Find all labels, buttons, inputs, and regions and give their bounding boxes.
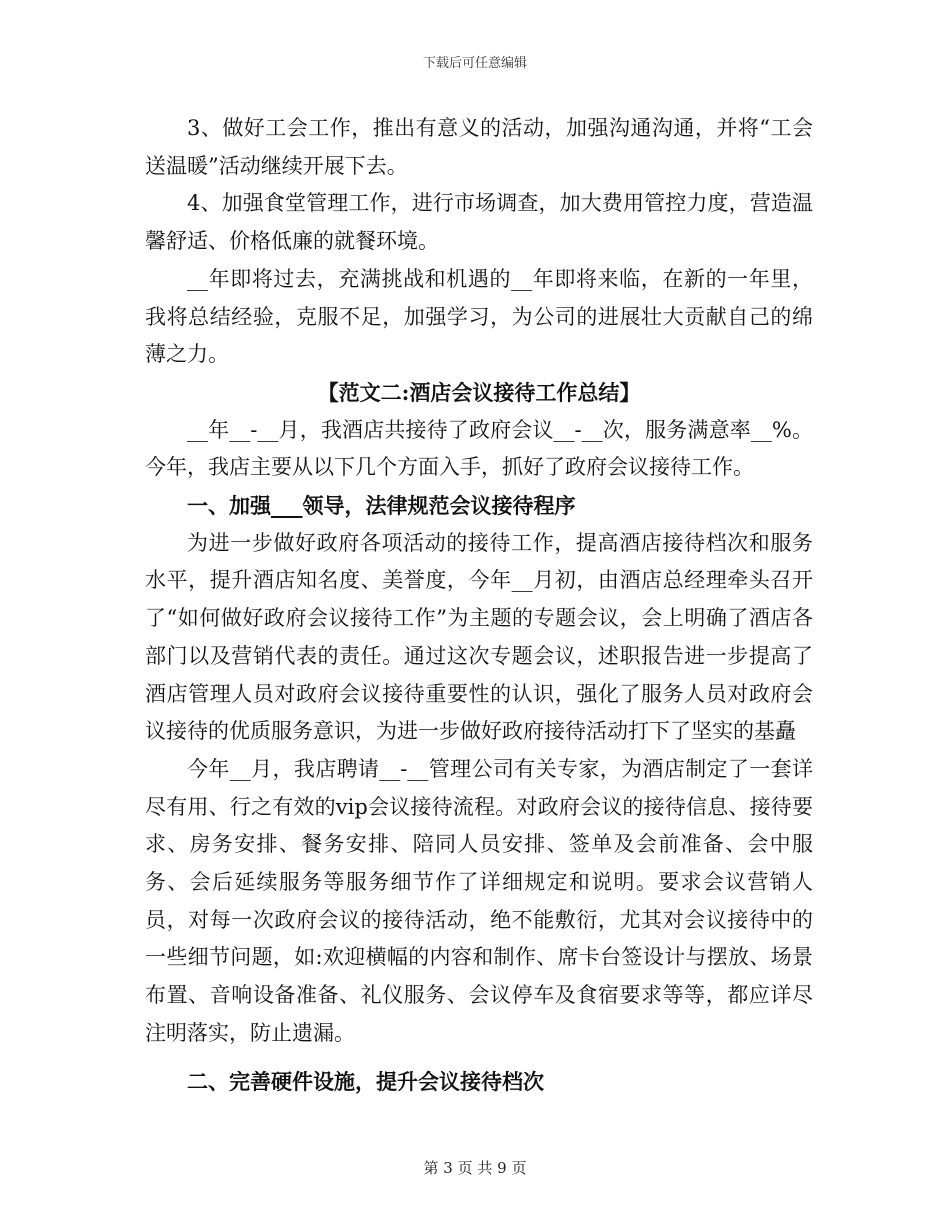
heading-two: 二、完善硬件设施，提升会议接待档次 [187, 1068, 544, 1094]
paragraph-intro: __年__-__月，我酒店共接待了政府会议__-__次，服务满意率__%。今年，我店主要从以下几个方面入手，抓好了政府会议接待工作。 [145, 417, 813, 480]
page-footer: 第 3 页 共 9 页 [423, 1159, 527, 1177]
paragraph-item-3: 3、做好工会工作，推出有意义的活动，加强沟通沟通，并将“工会送温暖”活动继续开展下去。 [145, 116, 813, 178]
paragraph-closing: __年即将过去，充满挑战和机遇的__年即将来临，在新的一年里，我将总结经验，克服不足，加强学习，为公司的进展壮大贡献自己的绵薄之力。 [145, 266, 813, 367]
page-header: 下载后可任意编辑 [422, 56, 527, 71]
section-title: 【范文二:酒店会议接待工作总结】 [317, 379, 641, 405]
document-body [145, 110, 813, 1100]
paragraph-process: 今年__月，我店聘请__-__管理公司有关专家，为酒店制定了一套详尽有用、行之有效的vip会议接待流程。对政府会议的接待信息、接待要求、房务安排、餐务安排、陪同人员安排、签单及会前准备、会中服务、会后延续服务等服务细节作了详细规定和说明。要求会议营销人员，对每一次政府会议的接待活动，绝不能敷衍，尤其对会议接待中的一些细节问题，如:欢迎横幅的内容和制作、席卡台签设计与摆放、场景布置、音响设备准备、礼仪服务、会议停车及食宿要求等等，都应详尽注明落实，防止遗漏。 [145, 756, 813, 1045]
paragraph-leadership: 为进一步做好政府各项活动的接待工作，提高酒店接待档次和服务水平，提升酒店知名度、美誉度，今年__月初，由酒店总经理牵头召开了“如何做好政府会议接待工作”为主题的专题会议，会上明确了酒店各部门以及营销代表的责任。通过这次专题会议，述职报告进一步提高了酒店管理人员对政府会议接待重要性的认识，强化了服务人员对政府会议接待的优质服务意识，为进一步做好政府接待活动打下了坚实的基矗 [145, 530, 813, 744]
heading-one: 一、加强___领导，法律规范会议接待程序 [187, 493, 576, 519]
paragraph-item-4: 4、加强食堂管理工作，进行市场调查，加大费用管控力度，营造温馨舒适、价格低廉的就餐环境。 [145, 191, 813, 254]
